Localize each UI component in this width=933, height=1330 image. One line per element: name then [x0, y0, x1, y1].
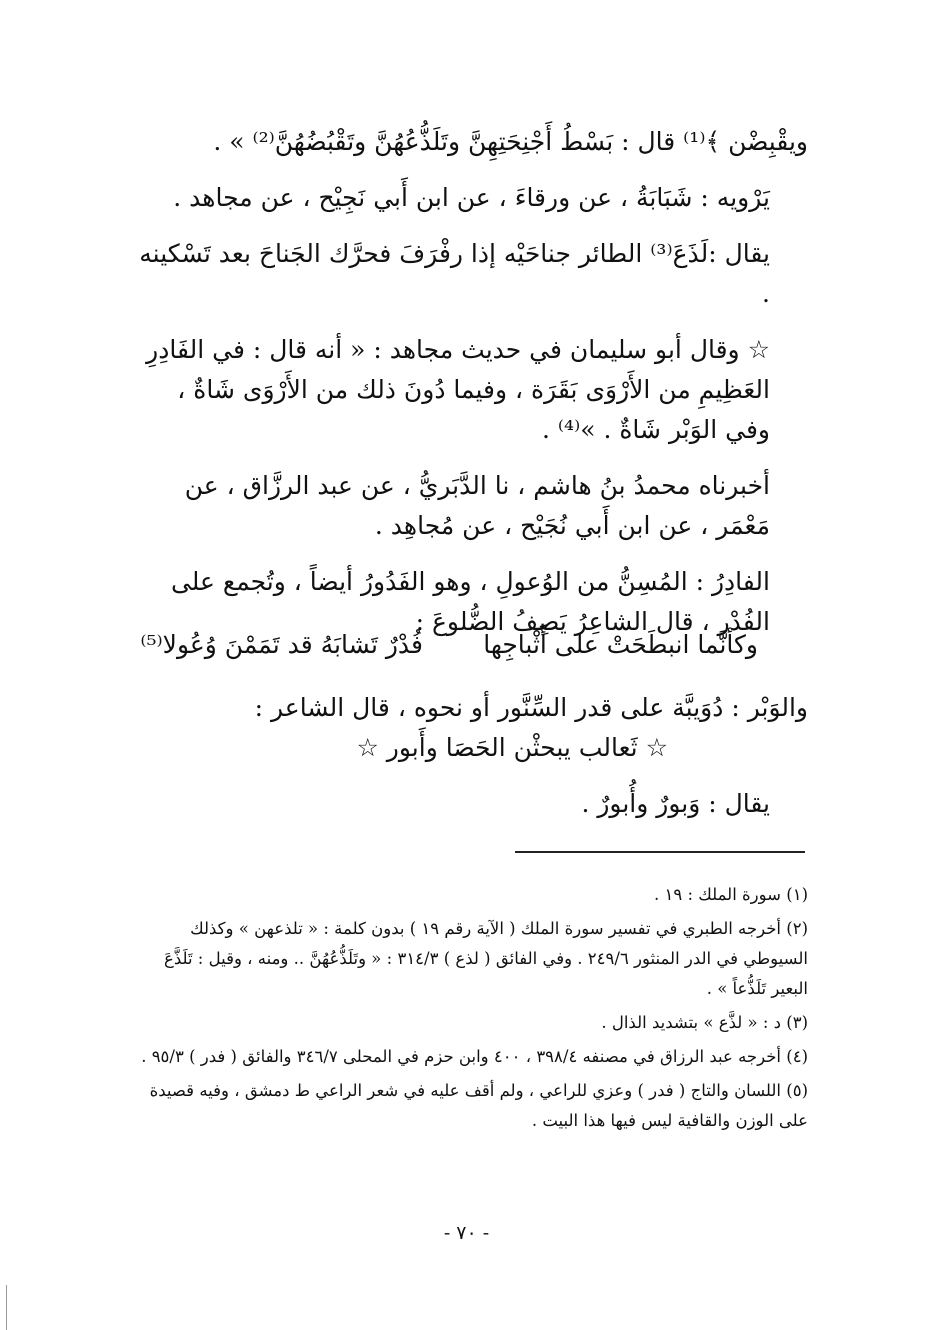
paragraph-fadir: الفادِرُ : المُسِنُّ من الوُعولِ ، وهو الفَدُورُ أيضاً ، وتُجمع على الفُدْر ، قال الشاعِرُ يَصِفُ الضُّلوعَ :	[170, 567, 770, 636]
main-text	[125, 122, 808, 642]
text-line-3: يقال :لَذَعَ⁽³⁾ الطائر جناحَيْه إذا رفْرَفَ فحرَّك الجَناحَ بعد تَسْكينه .	[139, 239, 770, 308]
footnote-separator	[515, 851, 805, 853]
footnotes	[125, 880, 808, 1140]
verse-second-hemistich: فُدْرٌ تَشابَهُ قد تَمَمْنَ وُعُولا⁽⁵⁾	[140, 630, 423, 659]
footnote-4: (٤) أخرجه عبد الرزاق في مصنفه ٣٩٨/٤ ، ٤٠٠ وابن حزم في المحلى ٣٤٦/٧ والفائق ( فدر ) ٩٥/٣ .	[141, 1047, 808, 1066]
main-text-lower	[125, 688, 808, 824]
footnote-5: (٥) اللسان والتاج ( فدر ) وعزي للراعي ، ولم أقف عليه في شعر الراعي ط دمشق ، وفيه قصيدة على الوزن والقافية ليس فيها هذا البيت .	[149, 1081, 808, 1130]
paragraph-plural: يقال : وَبورٌ وأُبورٌ .	[581, 789, 770, 818]
footnote-2: (٢) أخرجه الطبري في تفسير سورة الملك ( الآية رقم ١٩ ) بدون كلمة : « تلذعهن » وكذلك السيوطي في الدر المنثور ٢٤٩/٦ . وفي الفائق ( لذع ) ٣١٤/٣ : « وتَلَذُّعُهُنَّ .. ومنه ، وقيل : تَلَذَّعَ البعير تَلَذُّعاً » .	[164, 919, 808, 998]
page-number: - ٧٠ -	[443, 1222, 490, 1244]
paragraph-hadith: ☆ وقال أبو سليمان في حديث مجاهد : « أنه قال : في الفَادِرِ العَظِيمِ من الأَرْوَى بَقَرَة ، وفيما دُونَ ذلك من الأَرْوَى شَاةٌ ، وفي الوَبْر شَاةٌ . »⁽⁴⁾ .	[146, 335, 770, 444]
text-line-1: ويقْبِضْن ﴾⁽¹⁾ قال : بَسْطُ أَجْنِحَتِهِنَّ وتَلَذُّعُهُنَّ وتَقْبُضُهُنَّ⁽²⁾ » .	[213, 127, 808, 156]
verse-first-hemistich: وكأنَّما انبطَحَتْ على أَثْباجِها	[483, 630, 758, 659]
paragraph-wabr: والوَبْر : دُوَيبَّة على قدر السِّنَّور أو نحوه ، قال الشاعر :	[254, 693, 808, 722]
scan-edge-mark	[6, 1285, 7, 1330]
verse-half-line: ☆ ثَعالب يبحثْن الحَصَا وأَبور ☆	[356, 733, 668, 762]
footnote-1: (١) سورة الملك : ١٩ .	[653, 885, 808, 904]
footnote-3: (٣) د : « لذَّع » بتشديد الذال .	[601, 1013, 808, 1032]
poem-verse	[125, 630, 808, 670]
paragraph-isnad: أخبرناه محمدُ بنُ هاشم ، نا الدَّبَريُّ ، عن عبد الرزَّاق ، عن مَعْمَر ، عن ابن أَبي نُجَيْح ، عن مُجاهِد .	[184, 471, 770, 540]
text-line-2: يَرْويه : شَبَابَةُ ، عن ورقاءَ ، عن ابن أَبي نَجِيْح ، عن مجاهد .	[173, 183, 770, 212]
